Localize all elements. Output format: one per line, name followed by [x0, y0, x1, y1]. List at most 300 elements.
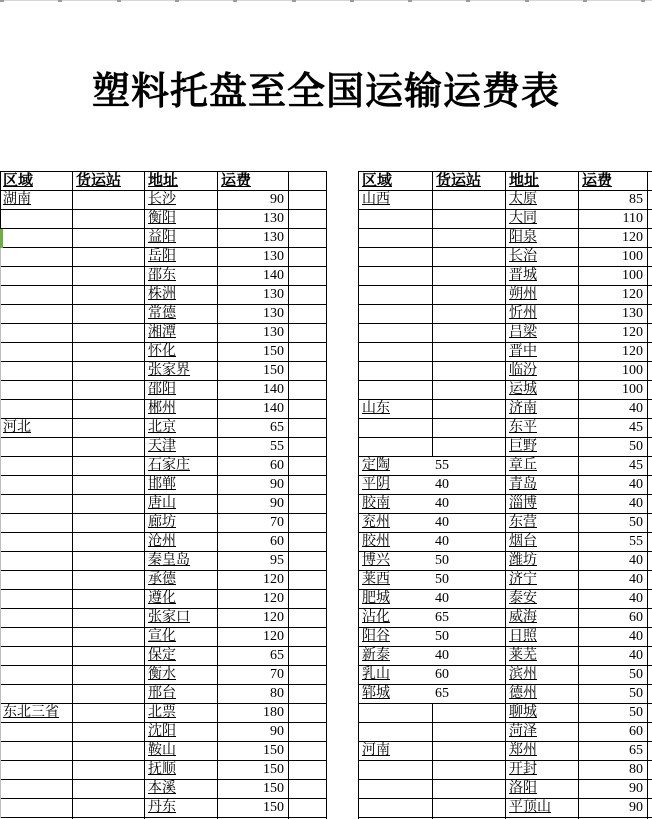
fee-cell[interactable]: 150 [218, 343, 289, 362]
address-cell[interactable]: 阳泉 [506, 229, 579, 248]
address-cell[interactable]: 抚顺 [145, 761, 218, 780]
region-cell[interactable]: 平阴 [359, 476, 433, 495]
address-cell[interactable]: 唐山 [145, 495, 218, 514]
station-cell[interactable] [73, 571, 145, 590]
spacer-cell[interactable] [289, 324, 327, 343]
address-cell[interactable]: 湘潭 [145, 324, 218, 343]
address-cell[interactable]: 聊城 [506, 704, 579, 723]
address-cell[interactable]: 章丘 [506, 457, 579, 476]
fee-cell[interactable]: 100 [579, 267, 648, 286]
fee-cell[interactable]: 95 [218, 552, 289, 571]
fee-cell[interactable]: 180 [218, 704, 289, 723]
region-cell[interactable] [359, 210, 433, 229]
region-cell[interactable] [0, 210, 73, 229]
region-cell[interactable] [359, 324, 433, 343]
fee-cell[interactable]: 120 [218, 609, 289, 628]
station-cell[interactable] [433, 191, 506, 210]
station-cell[interactable] [73, 666, 145, 685]
column-header[interactable]: 货运站 [73, 172, 145, 191]
station-cell[interactable] [433, 419, 506, 438]
spacer-cell[interactable] [289, 248, 327, 267]
region-cell[interactable]: 河南 [359, 742, 433, 761]
spacer-cell[interactable] [648, 609, 652, 628]
region-cell[interactable] [0, 400, 73, 419]
spacer-cell[interactable] [648, 248, 652, 267]
region-cell[interactable] [359, 305, 433, 324]
fee-cell[interactable]: 150 [218, 742, 289, 761]
station-cell[interactable] [73, 324, 145, 343]
station-cell[interactable] [433, 400, 506, 419]
address-cell[interactable]: 廊坊 [145, 514, 218, 533]
spacer-cell[interactable] [648, 305, 652, 324]
region-cell[interactable] [359, 381, 433, 400]
station-cell[interactable] [73, 248, 145, 267]
address-cell[interactable]: 株洲 [145, 286, 218, 305]
station-cell[interactable] [73, 552, 145, 571]
spacer-cell[interactable] [289, 286, 327, 305]
fee-cell[interactable]: 40 [579, 590, 648, 609]
station-cell[interactable] [433, 799, 506, 818]
fee-cell[interactable]: 120 [579, 229, 648, 248]
address-cell[interactable]: 滨州 [506, 666, 579, 685]
region-cell[interactable] [359, 286, 433, 305]
fee-cell[interactable]: 40 [579, 628, 648, 647]
address-cell[interactable]: 晋城 [506, 267, 579, 286]
fee-cell[interactable]: 110 [579, 210, 648, 229]
fee-cell[interactable]: 130 [579, 305, 648, 324]
address-cell[interactable]: 郑州 [506, 742, 579, 761]
spacer-cell[interactable] [648, 362, 652, 381]
station-cell[interactable] [73, 723, 145, 742]
station-cell[interactable]: 65 [433, 685, 506, 704]
address-cell[interactable]: 保定 [145, 647, 218, 666]
region-cell[interactable] [0, 514, 73, 533]
fee-cell[interactable]: 55 [579, 533, 648, 552]
spacer-cell[interactable] [648, 457, 652, 476]
region-cell[interactable] [359, 419, 433, 438]
station-cell[interactable] [73, 533, 145, 552]
fee-cell[interactable]: 120 [218, 628, 289, 647]
fee-cell[interactable]: 85 [579, 191, 648, 210]
address-cell[interactable]: 张家界 [145, 362, 218, 381]
region-cell[interactable] [0, 628, 73, 647]
station-cell[interactable] [73, 628, 145, 647]
region-cell[interactable] [359, 799, 433, 818]
address-cell[interactable]: 邵东 [145, 267, 218, 286]
region-cell[interactable]: 新泰 [359, 647, 433, 666]
spacer-cell[interactable] [648, 438, 652, 457]
station-cell[interactable] [73, 191, 145, 210]
region-cell[interactable]: 兖州 [359, 514, 433, 533]
address-cell[interactable]: 运城 [506, 381, 579, 400]
station-cell[interactable] [73, 704, 145, 723]
spacer-cell[interactable] [289, 742, 327, 761]
spacer-cell[interactable] [648, 267, 652, 286]
fee-cell[interactable]: 40 [579, 647, 648, 666]
region-cell[interactable]: 莱西 [359, 571, 433, 590]
fee-cell[interactable]: 60 [579, 609, 648, 628]
station-cell[interactable] [73, 514, 145, 533]
spacer-cell[interactable] [648, 381, 652, 400]
fee-cell[interactable]: 60 [579, 723, 648, 742]
region-cell[interactable] [0, 761, 73, 780]
region-cell[interactable] [0, 647, 73, 666]
station-cell[interactable] [433, 229, 506, 248]
address-cell[interactable]: 忻州 [506, 305, 579, 324]
column-header[interactable]: 运费 [579, 172, 648, 191]
station-cell[interactable] [433, 381, 506, 400]
address-cell[interactable]: 晋中 [506, 343, 579, 362]
address-cell[interactable]: 泰安 [506, 590, 579, 609]
address-cell[interactable]: 吕梁 [506, 324, 579, 343]
spacer-cell[interactable] [289, 457, 327, 476]
station-cell[interactable] [73, 685, 145, 704]
station-cell[interactable] [73, 457, 145, 476]
spacer-cell[interactable] [648, 552, 652, 571]
fee-cell[interactable]: 100 [579, 362, 648, 381]
spacer-cell[interactable] [289, 267, 327, 286]
region-cell[interactable] [0, 286, 73, 305]
region-cell[interactable] [0, 305, 73, 324]
region-cell[interactable] [359, 343, 433, 362]
address-cell[interactable]: 宣化 [145, 628, 218, 647]
spacer-cell[interactable] [648, 742, 652, 761]
station-cell[interactable] [73, 742, 145, 761]
fee-cell[interactable]: 130 [218, 286, 289, 305]
address-cell[interactable]: 淄博 [506, 495, 579, 514]
address-cell[interactable]: 邵阳 [145, 381, 218, 400]
fee-cell[interactable]: 50 [579, 685, 648, 704]
region-cell[interactable] [359, 704, 433, 723]
station-cell[interactable] [73, 647, 145, 666]
fee-cell[interactable]: 150 [218, 761, 289, 780]
region-cell[interactable] [0, 666, 73, 685]
station-cell[interactable] [433, 438, 506, 457]
spacer-cell[interactable] [289, 590, 327, 609]
spacer-cell[interactable] [289, 685, 327, 704]
station-cell[interactable]: 40 [433, 590, 506, 609]
spacer-cell[interactable] [648, 666, 652, 685]
station-cell[interactable] [73, 609, 145, 628]
spacer-cell[interactable] [289, 191, 327, 210]
spacer-cell[interactable] [289, 343, 327, 362]
station-cell[interactable] [433, 324, 506, 343]
spacer-cell[interactable] [289, 305, 327, 324]
address-cell[interactable]: 德州 [506, 685, 579, 704]
spacer-cell[interactable] [289, 723, 327, 742]
fee-cell[interactable]: 120 [218, 590, 289, 609]
spacer-cell[interactable] [289, 419, 327, 438]
region-cell[interactable] [0, 723, 73, 742]
fee-cell[interactable]: 120 [579, 343, 648, 362]
region-cell[interactable] [359, 438, 433, 457]
address-cell[interactable]: 郴州 [145, 400, 218, 419]
region-cell[interactable] [0, 267, 73, 286]
station-cell[interactable] [433, 267, 506, 286]
station-cell[interactable]: 50 [433, 628, 506, 647]
station-cell[interactable] [73, 305, 145, 324]
address-cell[interactable]: 邯郸 [145, 476, 218, 495]
spacer-cell[interactable] [289, 400, 327, 419]
fee-cell[interactable]: 60 [218, 457, 289, 476]
station-cell[interactable] [73, 799, 145, 818]
address-cell[interactable]: 益阳 [145, 229, 218, 248]
address-cell[interactable]: 本溪 [145, 780, 218, 799]
fee-cell[interactable]: 45 [579, 457, 648, 476]
fee-cell[interactable]: 90 [218, 495, 289, 514]
fee-cell[interactable]: 140 [218, 400, 289, 419]
station-cell[interactable] [73, 590, 145, 609]
fee-cell[interactable]: 55 [218, 438, 289, 457]
region-cell[interactable] [0, 381, 73, 400]
region-cell[interactable] [0, 685, 73, 704]
region-cell[interactable] [0, 552, 73, 571]
fee-cell[interactable]: 130 [218, 324, 289, 343]
spacer-cell[interactable] [648, 286, 652, 305]
region-cell[interactable]: 胶南 [359, 495, 433, 514]
region-cell[interactable]: 胶州 [359, 533, 433, 552]
region-cell[interactable] [0, 742, 73, 761]
spacer-cell[interactable] [648, 324, 652, 343]
fee-cell[interactable]: 50 [579, 514, 648, 533]
address-cell[interactable]: 临汾 [506, 362, 579, 381]
fee-cell[interactable]: 150 [218, 780, 289, 799]
address-cell[interactable]: 衡水 [145, 666, 218, 685]
region-cell[interactable]: 东北三省 [0, 704, 73, 723]
station-cell[interactable] [73, 229, 145, 248]
column-header[interactable]: 货运站 [433, 172, 506, 191]
address-cell[interactable]: 石家庄 [145, 457, 218, 476]
fee-cell[interactable]: 150 [218, 362, 289, 381]
fee-cell[interactable]: 65 [579, 742, 648, 761]
fee-cell[interactable]: 65 [218, 647, 289, 666]
station-cell[interactable] [433, 761, 506, 780]
address-cell[interactable]: 朔州 [506, 286, 579, 305]
fee-cell[interactable]: 65 [218, 419, 289, 438]
spacer-cell[interactable] [289, 495, 327, 514]
fee-cell[interactable]: 100 [579, 248, 648, 267]
station-cell[interactable]: 40 [433, 647, 506, 666]
region-cell[interactable] [0, 476, 73, 495]
address-cell[interactable]: 怀化 [145, 343, 218, 362]
station-cell[interactable] [433, 362, 506, 381]
region-cell[interactable]: 博兴 [359, 552, 433, 571]
address-cell[interactable]: 沈阳 [145, 723, 218, 742]
column-header[interactable]: 区域 [0, 172, 73, 191]
station-cell[interactable] [73, 419, 145, 438]
region-cell[interactable]: 肥城 [359, 590, 433, 609]
station-cell[interactable]: 50 [433, 571, 506, 590]
spacer-cell[interactable] [648, 628, 652, 647]
fee-cell[interactable]: 90 [218, 723, 289, 742]
spacer-cell[interactable] [289, 381, 327, 400]
fee-cell[interactable]: 50 [579, 666, 648, 685]
station-cell[interactable] [73, 267, 145, 286]
fee-cell[interactable]: 70 [218, 514, 289, 533]
fee-cell[interactable]: 130 [218, 305, 289, 324]
address-cell[interactable]: 大同 [506, 210, 579, 229]
region-cell[interactable]: 湖南 [0, 191, 73, 210]
station-cell[interactable] [433, 704, 506, 723]
address-cell[interactable]: 邢台 [145, 685, 218, 704]
fee-cell[interactable]: 40 [579, 552, 648, 571]
address-cell[interactable]: 东营 [506, 514, 579, 533]
spacer-cell[interactable] [289, 533, 327, 552]
address-cell[interactable]: 鞍山 [145, 742, 218, 761]
region-cell[interactable]: 郓城 [359, 685, 433, 704]
address-cell[interactable]: 太原 [506, 191, 579, 210]
fee-cell[interactable]: 130 [218, 229, 289, 248]
station-cell[interactable]: 60 [433, 666, 506, 685]
fee-cell[interactable]: 90 [218, 191, 289, 210]
fee-cell[interactable]: 130 [218, 248, 289, 267]
region-cell[interactable]: 阳谷 [359, 628, 433, 647]
spacer-cell[interactable] [289, 761, 327, 780]
address-cell[interactable]: 烟台 [506, 533, 579, 552]
spacer-cell[interactable] [289, 229, 327, 248]
station-cell[interactable] [433, 343, 506, 362]
region-cell[interactable] [0, 248, 73, 267]
column-header[interactable]: 地址 [145, 172, 218, 191]
region-cell[interactable] [0, 457, 73, 476]
region-cell[interactable] [359, 248, 433, 267]
address-cell[interactable]: 张家口 [145, 609, 218, 628]
fee-cell[interactable]: 130 [218, 210, 289, 229]
station-cell[interactable] [73, 476, 145, 495]
station-cell[interactable] [433, 210, 506, 229]
address-cell[interactable]: 潍坊 [506, 552, 579, 571]
fee-cell[interactable]: 90 [579, 799, 648, 818]
address-cell[interactable]: 济南 [506, 400, 579, 419]
region-cell[interactable] [0, 780, 73, 799]
station-cell[interactable] [73, 438, 145, 457]
address-cell[interactable]: 青岛 [506, 476, 579, 495]
spacer-cell[interactable] [289, 210, 327, 229]
address-cell[interactable]: 秦皇岛 [145, 552, 218, 571]
address-cell[interactable]: 洛阳 [506, 780, 579, 799]
station-cell[interactable]: 40 [433, 476, 506, 495]
spacer-cell[interactable] [648, 229, 652, 248]
fee-cell[interactable]: 120 [579, 324, 648, 343]
region-cell[interactable] [0, 229, 73, 248]
region-cell[interactable] [0, 609, 73, 628]
region-cell[interactable] [0, 571, 73, 590]
region-cell[interactable] [359, 761, 433, 780]
address-cell[interactable]: 岳阳 [145, 248, 218, 267]
region-cell[interactable] [0, 533, 73, 552]
spacer-cell[interactable] [648, 723, 652, 742]
address-cell[interactable]: 日照 [506, 628, 579, 647]
fee-cell[interactable]: 60 [218, 533, 289, 552]
region-cell[interactable] [0, 799, 73, 818]
region-cell[interactable] [0, 324, 73, 343]
fee-cell[interactable]: 50 [579, 704, 648, 723]
spacer-cell[interactable] [648, 647, 652, 666]
region-cell[interactable] [359, 362, 433, 381]
fee-cell[interactable]: 80 [218, 685, 289, 704]
spacer-cell[interactable] [289, 666, 327, 685]
address-cell[interactable]: 平顶山 [506, 799, 579, 818]
station-cell[interactable]: 40 [433, 533, 506, 552]
spacer-cell[interactable] [648, 799, 652, 818]
address-cell[interactable]: 长沙 [145, 191, 218, 210]
address-cell[interactable]: 沧州 [145, 533, 218, 552]
column-header[interactable]: 地址 [506, 172, 579, 191]
station-cell[interactable] [433, 305, 506, 324]
region-cell[interactable] [0, 438, 73, 457]
region-cell[interactable] [359, 267, 433, 286]
address-cell[interactable]: 北票 [145, 704, 218, 723]
address-cell[interactable]: 遵化 [145, 590, 218, 609]
fee-cell[interactable]: 40 [579, 571, 648, 590]
region-cell[interactable]: 沾化 [359, 609, 433, 628]
station-cell[interactable] [73, 286, 145, 305]
region-cell[interactable] [0, 495, 73, 514]
station-cell[interactable]: 50 [433, 552, 506, 571]
spacer-cell[interactable] [648, 590, 652, 609]
fee-cell[interactable]: 140 [218, 381, 289, 400]
station-cell[interactable] [73, 780, 145, 799]
spacer-cell[interactable] [648, 191, 652, 210]
address-cell[interactable]: 巨野 [506, 438, 579, 457]
station-cell[interactable]: 55 [433, 457, 506, 476]
region-cell[interactable]: 乳山 [359, 666, 433, 685]
spacer-cell[interactable] [648, 419, 652, 438]
station-cell[interactable]: 40 [433, 514, 506, 533]
column-header[interactable]: 区域 [359, 172, 433, 191]
fee-cell[interactable]: 40 [579, 476, 648, 495]
station-cell[interactable] [433, 286, 506, 305]
station-cell[interactable] [433, 723, 506, 742]
region-cell[interactable] [359, 780, 433, 799]
fee-cell[interactable]: 80 [579, 761, 648, 780]
spacer-cell[interactable] [289, 552, 327, 571]
fee-cell[interactable]: 150 [218, 799, 289, 818]
spacer-cell[interactable] [648, 780, 652, 799]
spacer-cell[interactable] [289, 571, 327, 590]
address-cell[interactable]: 东平 [506, 419, 579, 438]
region-cell[interactable] [0, 590, 73, 609]
spacer-cell[interactable] [289, 514, 327, 533]
fee-cell[interactable]: 90 [218, 476, 289, 495]
fee-cell[interactable]: 100 [579, 381, 648, 400]
spacer-cell[interactable] [648, 761, 652, 780]
fee-cell[interactable]: 120 [218, 571, 289, 590]
fee-cell[interactable]: 40 [579, 495, 648, 514]
column-header[interactable]: 运费 [218, 172, 289, 191]
spacer-cell[interactable] [289, 476, 327, 495]
spacer-cell[interactable] [289, 362, 327, 381]
address-cell[interactable]: 北京 [145, 419, 218, 438]
region-cell[interactable]: 定陶 [359, 457, 433, 476]
fee-cell[interactable]: 70 [218, 666, 289, 685]
station-cell[interactable] [433, 780, 506, 799]
spacer-cell[interactable] [648, 400, 652, 419]
station-cell[interactable]: 65 [433, 609, 506, 628]
station-cell[interactable]: 40 [433, 495, 506, 514]
spacer-cell[interactable] [289, 780, 327, 799]
region-cell[interactable]: 山东 [359, 400, 433, 419]
spacer-cell[interactable] [648, 514, 652, 533]
address-cell[interactable]: 济宁 [506, 571, 579, 590]
spacer-cell[interactable] [648, 210, 652, 229]
spacer-cell[interactable] [648, 476, 652, 495]
address-cell[interactable]: 承德 [145, 571, 218, 590]
spacer-cell[interactable] [648, 495, 652, 514]
address-cell[interactable]: 常德 [145, 305, 218, 324]
station-cell[interactable] [73, 343, 145, 362]
address-cell[interactable]: 长治 [506, 248, 579, 267]
